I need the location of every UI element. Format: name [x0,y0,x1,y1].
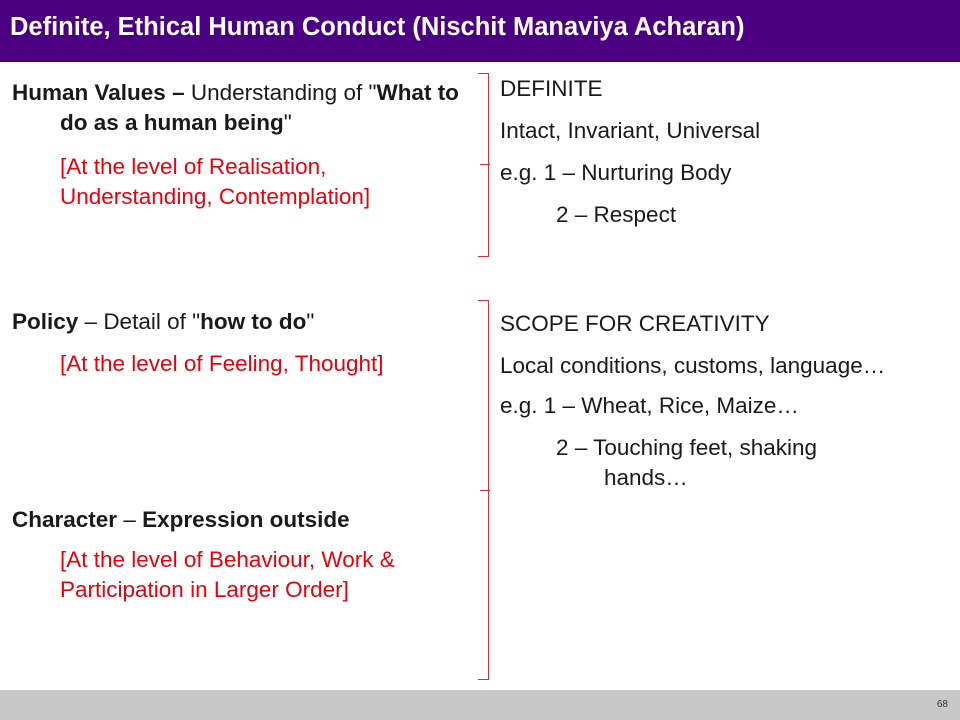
bracket-top [478,73,489,257]
slide-title: Definite, Ethical Human Conduct (Nischit Manaviya Acharan) [10,13,745,41]
policy-desc-bold: how to do [200,309,307,334]
page-number: 68 [936,699,948,710]
title-bar [0,0,960,62]
character-level: [At the level of Behaviour, Work & Participation in Larger Order] [60,547,395,602]
bracket-top-tick [480,164,490,165]
definite-heading: DEFINITE [500,76,603,101]
human-values-block [12,78,467,212]
scope-example-2: 2 – Touching feet, shaking hands… [556,435,818,490]
scope-heading: SCOPE FOR CREATIVITY [500,311,770,336]
definite-example-2: 2 – Respect [556,202,677,227]
policy-term: Policy [12,309,79,334]
human-values-level: [At the level of Realisation, Understanding, Contemplation] [60,154,371,209]
definite-line: Intact, Invariant, Universal [500,118,761,143]
bracket-bottom-tick [480,490,490,491]
policy-level: [At the level of Feeling, Thought] [60,351,384,376]
character-definition [12,505,467,535]
human-values-dash: – [165,80,191,105]
scope-block [500,309,905,493]
character-block [12,505,467,605]
definite-block [500,74,920,230]
policy-block [12,307,384,379]
character-term: Character [12,507,118,532]
character-dash: – [117,507,143,532]
policy-desc-start: Detail of " [103,309,201,334]
character-desc-bold: Expression outside [142,507,350,532]
scope-example-1: e.g. 1 – Wheat, Rice, Maize… [500,393,799,418]
scope-line: Local conditions, customs, language… [500,353,886,378]
policy-desc-end: " [306,309,315,334]
footer-bar [0,690,960,720]
human-values-desc-bold: What to do as a human being [60,80,459,135]
definite-example-1: e.g. 1 – Nurturing Body [500,160,732,185]
policy-dash: – [78,309,104,334]
human-values-definition [12,78,467,138]
human-values-desc-start: Understanding of " [190,80,377,105]
human-values-term: Human Values [12,80,166,105]
policy-definition [12,307,384,337]
human-values-desc-end: " [283,110,292,135]
